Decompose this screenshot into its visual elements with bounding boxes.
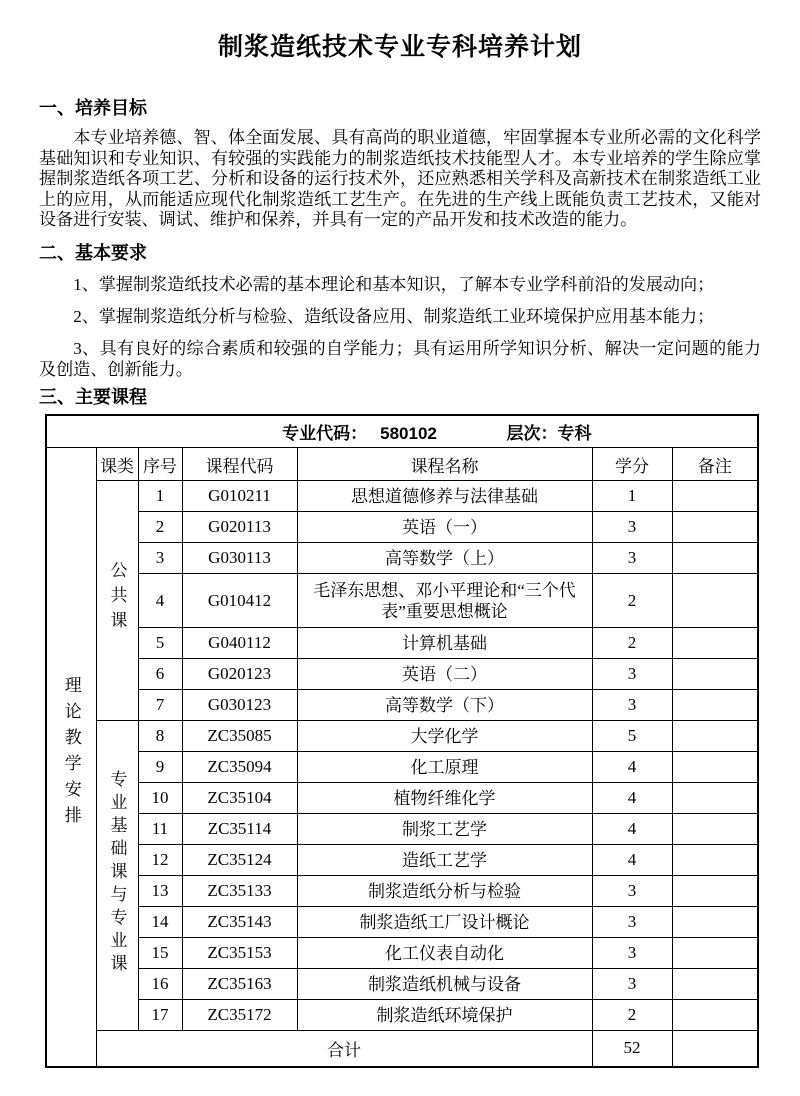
- course-code: ZC35094: [182, 752, 297, 783]
- table-row: [46, 752, 758, 783]
- level-pair: [507, 424, 592, 443]
- section-heading-goal: 一、培养目标: [39, 98, 147, 118]
- requirement-item-2: 2、掌握制浆造纸分析与检验、造纸设备应用、制浆造纸工业环境保护应用基本能力；: [73, 306, 715, 326]
- course-note: [672, 690, 758, 721]
- table-row: [46, 543, 758, 574]
- course-credits: 4: [592, 752, 672, 783]
- course-note: [672, 543, 758, 574]
- course-note: [672, 752, 758, 783]
- course-no: 5: [138, 628, 182, 659]
- total-label: 合计: [96, 1031, 592, 1067]
- course-no: 12: [138, 845, 182, 876]
- table-meta-row: [46, 415, 758, 448]
- course-credits: 3: [592, 543, 672, 574]
- course-no: 13: [138, 876, 182, 907]
- course-name: 毛泽东思想、邓小平理论和“三个代表”重要思想概论: [297, 574, 592, 628]
- total-credits: 52: [592, 1031, 672, 1067]
- curriculum-table: [45, 414, 759, 1068]
- course-note: [672, 907, 758, 938]
- col-header-credits: 学分: [592, 448, 672, 481]
- course-note: [672, 876, 758, 907]
- table-row: [46, 574, 758, 628]
- col-header-note: 备注: [672, 448, 758, 481]
- col-header-name: 课程名称: [297, 448, 592, 481]
- course-code: ZC35104: [182, 783, 297, 814]
- course-name: 植物纤维化学: [297, 783, 592, 814]
- course-credits: 3: [592, 690, 672, 721]
- course-code: G040112: [182, 628, 297, 659]
- course-code: G020113: [182, 512, 297, 543]
- table-row: [46, 814, 758, 845]
- major-code-value: 580102: [380, 423, 437, 443]
- course-code: G010211: [182, 481, 297, 512]
- group-label-professional: 专业基础课与专业课: [107, 769, 127, 977]
- col-header-code: 课程代码: [182, 448, 297, 481]
- table-row: [46, 690, 758, 721]
- course-name: 制浆造纸机械与设备: [297, 969, 592, 1000]
- total-note: [672, 1031, 758, 1067]
- course-name: 英语（一）: [297, 512, 592, 543]
- table-row: [46, 969, 758, 1000]
- col-header-no: 序号: [138, 448, 182, 481]
- course-no: 1: [138, 481, 182, 512]
- course-code: G010412: [182, 574, 297, 628]
- course-code: ZC35143: [182, 907, 297, 938]
- course-note: [672, 512, 758, 543]
- course-code: ZC35153: [182, 938, 297, 969]
- document-body: [39, 97, 761, 1068]
- course-no: 2: [138, 512, 182, 543]
- table-row: [46, 628, 758, 659]
- course-note: [672, 814, 758, 845]
- course-note: [672, 721, 758, 752]
- course-no: 3: [138, 543, 182, 574]
- table-row: [46, 845, 758, 876]
- course-note: [672, 783, 758, 814]
- requirement-item-3: 3、具有良好的综合素质和较强的自学能力；具有运用所学知识分析、解决一定问题的能力及创造、创新能力。: [39, 338, 761, 379]
- table-header-row: [46, 448, 758, 481]
- section-heading-courses: 三、主要课程: [39, 386, 147, 407]
- table-row: [46, 481, 758, 512]
- course-credits: 2: [592, 574, 672, 628]
- course-note: [672, 845, 758, 876]
- course-name: 计算机基础: [297, 628, 592, 659]
- course-code: ZC35133: [182, 876, 297, 907]
- page-title: 制浆造纸技术专业专科培养计划: [217, 33, 582, 61]
- course-code: ZC35114: [182, 814, 297, 845]
- course-name: 制浆造纸环境保护: [297, 1000, 592, 1031]
- course-note: [672, 1000, 758, 1031]
- course-credits: 3: [592, 659, 672, 690]
- course-note: [672, 659, 758, 690]
- course-note: [672, 969, 758, 1000]
- course-credits: 3: [592, 938, 672, 969]
- course-no: 16: [138, 969, 182, 1000]
- side-label-vertical: 理论教学安排: [61, 676, 81, 833]
- course-name: 化工仪表自动化: [297, 938, 592, 969]
- course-no: 14: [138, 907, 182, 938]
- course-code: ZC35172: [182, 1000, 297, 1031]
- requirement-item-1: 1、掌握制浆造纸技术必需的基本理论和基本知识，了解本专业学科前沿的发展动向；: [73, 274, 715, 294]
- course-no: 4: [138, 574, 182, 628]
- course-no: 6: [138, 659, 182, 690]
- course-no: 7: [138, 690, 182, 721]
- table-row: [46, 721, 758, 752]
- major-code-pair: [213, 419, 507, 444]
- course-name: 制浆造纸分析与检验: [297, 876, 592, 907]
- course-note: [672, 481, 758, 512]
- course-name: 高等数学（上）: [297, 543, 592, 574]
- level-label: 层次：: [506, 423, 558, 443]
- course-credits: 1: [592, 481, 672, 512]
- table-row: [46, 783, 758, 814]
- table-row: [46, 907, 758, 938]
- course-no: 11: [138, 814, 182, 845]
- course-code: G030113: [182, 543, 297, 574]
- course-credits: 2: [592, 628, 672, 659]
- course-note: [672, 574, 758, 628]
- course-note: [672, 628, 758, 659]
- course-name: 思想道德修养与法律基础: [297, 481, 592, 512]
- course-credits: 4: [592, 814, 672, 845]
- course-code: ZC35124: [182, 845, 297, 876]
- level-value: 专科: [557, 423, 592, 443]
- table-row: [46, 659, 758, 690]
- section-heading-requirements: 二、基本要求: [39, 242, 147, 263]
- group-label-public: 公共课: [107, 560, 127, 636]
- course-name: 大学化学: [297, 721, 592, 752]
- course-no: 10: [138, 783, 182, 814]
- table-row: [46, 512, 758, 543]
- table-total-row: [46, 1031, 758, 1067]
- course-name: 英语（二）: [297, 659, 592, 690]
- course-name: 高等数学（下）: [297, 690, 592, 721]
- course-credits: 2: [592, 1000, 672, 1031]
- course-credits: 3: [592, 512, 672, 543]
- course-code: G030123: [182, 690, 297, 721]
- col-header-class: 课类: [96, 448, 138, 481]
- course-credits: 3: [592, 876, 672, 907]
- course-no: 9: [138, 752, 182, 783]
- course-code: G020123: [182, 659, 297, 690]
- table-row: [46, 938, 758, 969]
- table-row: [46, 1000, 758, 1031]
- course-code: ZC35163: [182, 969, 297, 1000]
- major-code-label: 专业代码：: [282, 423, 368, 443]
- course-no: 8: [138, 721, 182, 752]
- course-name: 制浆工艺学: [297, 814, 592, 845]
- course-name: 化工原理: [297, 752, 592, 783]
- meta-cell: [46, 415, 758, 448]
- course-credits: 4: [592, 845, 672, 876]
- side-label-cell: [46, 448, 96, 1067]
- group-label-professional-cell: [96, 721, 138, 1031]
- course-credits: 4: [592, 783, 672, 814]
- course-name: 造纸工艺学: [297, 845, 592, 876]
- group-label-public-cell: [96, 481, 138, 721]
- course-code: ZC35085: [182, 721, 297, 752]
- course-credits: 3: [592, 969, 672, 1000]
- goal-paragraph: 本专业培养德、智、体全面发展、具有高尚的职业道德，牢固掌握本专业所必需的文化科学基础知识和专业知识、有较强的实践能力的制浆造纸技术技能型人才。本专业培养的学生除应掌握制浆造纸各项工艺、分析和设备的运行技术外，还应熟悉相关学科及高新技术在制浆造纸工业上的应用，从而能适应现代化制浆造纸工艺生产。在先进的生产线上既能负责工艺技术，又能对设备进行安装、调试、维护和保养，并具有一定的产品开发和技术改造的能力。: [39, 128, 761, 229]
- course-no: 15: [138, 938, 182, 969]
- course-credits: 3: [592, 907, 672, 938]
- course-no: 17: [138, 1000, 182, 1031]
- course-note: [672, 938, 758, 969]
- course-name: 制浆造纸工厂设计概论: [297, 907, 592, 938]
- course-credits: 5: [592, 721, 672, 752]
- table-row: [46, 876, 758, 907]
